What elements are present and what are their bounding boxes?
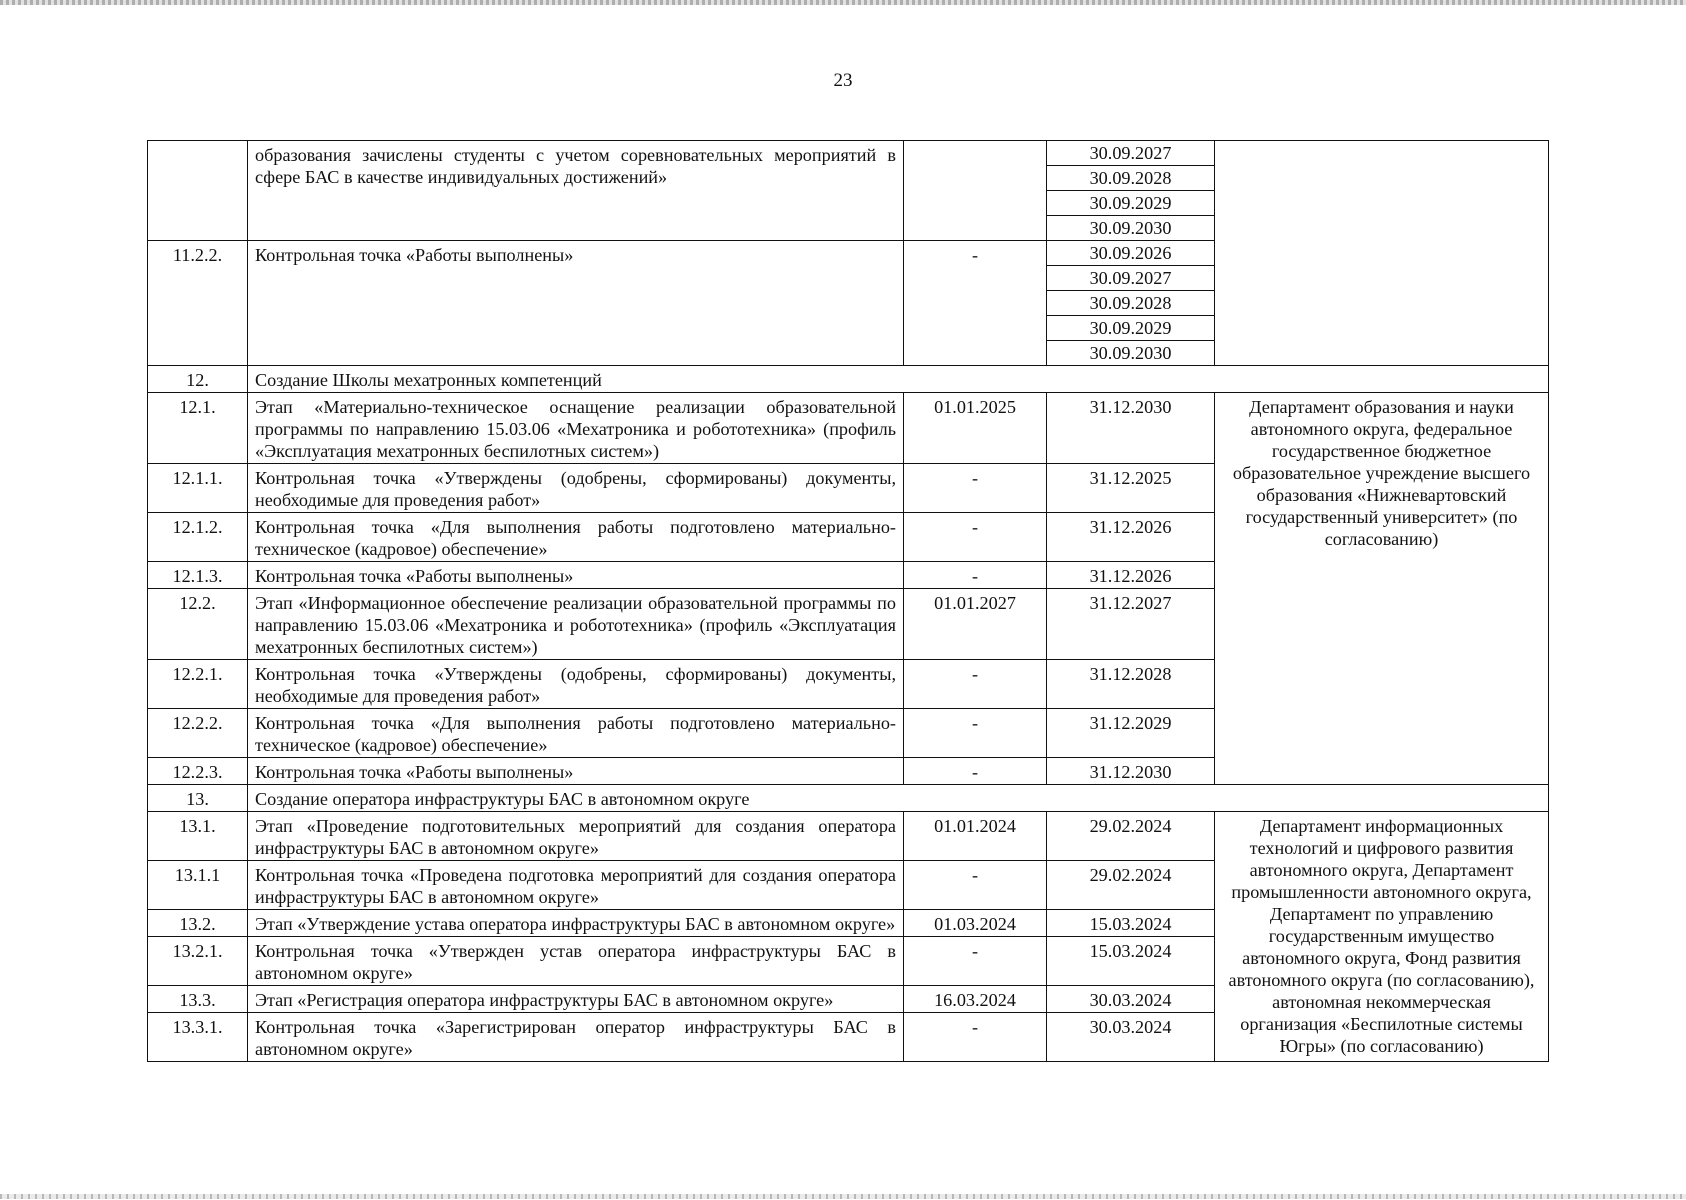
start-date: 01.01.2025 [904, 393, 1047, 464]
section-title: Создание Школы мехатронных компетенций [248, 366, 1549, 393]
row-text: Контрольная точка «Работы выполнены» [248, 758, 904, 785]
end-date: 31.12.2030 [1047, 393, 1215, 464]
date-cell: 30.09.2027 [1047, 266, 1214, 291]
start-date: 16.03.2024 [904, 986, 1047, 1013]
end-date: 29.02.2024 [1047, 812, 1215, 861]
start-date: - [904, 709, 1047, 758]
row-text: Этап «Проведение подготовительных мероприятий для создания оператора инфраструктуры БАС в автономном округе» [248, 812, 904, 861]
end-date: 31.12.2029 [1047, 709, 1215, 758]
section-number: 13. [148, 785, 248, 812]
row-number: 12.2.3. [148, 758, 248, 785]
page-number: 23 [833, 70, 853, 91]
row-text: Контрольная точка «Работы выполнены» [248, 562, 904, 589]
date-cell: 30.09.2029 [1047, 316, 1214, 341]
row-text: Этап «Информационное обеспечение реализации образовательной программы по направлению 15.03.06 «Мехатроника и робототехника» (профиль «Эксплуатация мехатронных беспилотных систем») [248, 589, 904, 660]
end-date: 30.03.2024 [1047, 1013, 1215, 1062]
start-date: 01.01.2027 [904, 589, 1047, 660]
row-text: Этап «Материально-техническое оснащение реализации образовательной программы по направлению 15.03.06 «Мехатроника и робототехника» (профиль «Эксплуатация мехатронных беспилотных систем») [248, 393, 904, 464]
table-row [148, 812, 1549, 861]
row-number: 12.2.2. [148, 709, 248, 758]
responsible-cell [1215, 141, 1549, 366]
start-date: - [904, 1013, 1047, 1062]
start-date: 01.03.2024 [904, 910, 1047, 937]
date-cell: 30.09.2027 [1047, 141, 1214, 166]
table-row [148, 393, 1549, 464]
date-cell: 30.09.2029 [1047, 191, 1214, 216]
table-row [148, 141, 1549, 241]
date-list [1047, 241, 1215, 366]
date-cell: 30.09.2030 [1089, 343, 1172, 363]
row-text: Контрольная точка «Утверждены (одобрены, сформированы) документы, необходимые для проведения работ» [248, 660, 904, 709]
row-text: Контрольная точка «Для выполнения работы подготовлено материально-техническое (кадровое) обеспечение» [248, 513, 904, 562]
row-text: образования зачислены студенты с учетом соревновательных мероприятий в сфере БАС в качестве индивидуальных достижений» [248, 141, 904, 241]
section-number: 12. [148, 366, 248, 393]
row-text: Контрольная точка «Утверждены (одобрены, сформированы) документы, необходимые для проведения работ» [248, 464, 904, 513]
row-number: 12.1.1. [148, 464, 248, 513]
start-date: - [904, 464, 1047, 513]
end-date: 30.03.2024 [1047, 986, 1215, 1013]
start-date: - [904, 513, 1047, 562]
schedule-table [147, 140, 1549, 1062]
row-number: 12.1.3. [148, 562, 248, 589]
row-text: Контрольная точка «Утвержден устав оператора инфраструктуры БАС в автономном округе» [248, 937, 904, 986]
date-list [1047, 141, 1215, 241]
row-text: Этап «Регистрация оператора инфраструктуры БАС в автономном округе» [248, 986, 904, 1013]
end-date: 31.12.2025 [1047, 464, 1215, 513]
date-cell: 30.09.2030 [1089, 218, 1172, 238]
end-date: 29.02.2024 [1047, 861, 1215, 910]
scan-edge-bottom [0, 1194, 1686, 1199]
row-number: 12.2.1. [148, 660, 248, 709]
row-number: 12.1. [148, 393, 248, 464]
row-number: 13.1.1 [148, 861, 248, 910]
start-date: - [904, 861, 1047, 910]
start-date: - [904, 562, 1047, 589]
end-date: 15.03.2024 [1047, 937, 1215, 986]
end-date: 31.12.2026 [1047, 562, 1215, 589]
row-number: 13.3. [148, 986, 248, 1013]
row-number: 12.2. [148, 589, 248, 660]
row-number: 11.2.2. [148, 241, 248, 366]
section-title: Создание оператора инфраструктуры БАС в автономном округе [248, 785, 1549, 812]
end-date: 31.12.2027 [1047, 589, 1215, 660]
row-number: 12.1.2. [148, 513, 248, 562]
date-cell: 30.09.2028 [1047, 291, 1214, 316]
start-date: - [904, 660, 1047, 709]
row-number: 13.2.1. [148, 937, 248, 986]
end-date: 31.12.2028 [1047, 660, 1215, 709]
row-text: Контрольная точка «Работы выполнены» [248, 241, 904, 366]
responsible-cell: Департамент образования и науки автономного округа, федеральное государственное бюджетное образовательное учреждение высшего образования «Нижневартовский государственный университет» (по согласованию) [1215, 393, 1549, 785]
section-header-row [148, 366, 1549, 393]
start-date: - [904, 937, 1047, 986]
row-text: Контрольная точка «Для выполнения работы подготовлено материально-техническое (кадровое) обеспечение» [248, 709, 904, 758]
row-text: Контрольная точка «Зарегистрирован оператор инфраструктуры БАС в автономном округе» [248, 1013, 904, 1062]
start-date: - [904, 758, 1047, 785]
responsible-cell: Департамент информационных технологий и цифрового развития автономного округа, Департамент промышленности автономного округа, Департамент по управлению государственным имущество автономного округа, Фонд развития автономного округа (по согласованию), автономная некоммерческая организация «Беспилотные системы Югры» (по согласованию) [1215, 812, 1549, 1062]
row-text: Контрольная точка «Проведена подготовка мероприятий для создания оператора инфраструктуры БАС в автономном округе» [248, 861, 904, 910]
row-text: Этап «Утверждение устава оператора инфраструктуры БАС в автономном округе» [248, 910, 904, 937]
row-number: 13.3.1. [148, 1013, 248, 1062]
date-cell: 30.09.2028 [1047, 166, 1214, 191]
row-number: 13.1. [148, 812, 248, 861]
date-cell: 30.09.2026 [1047, 241, 1214, 266]
section-header-row [148, 785, 1549, 812]
scan-edge-top [0, 0, 1686, 5]
start-date: 01.01.2024 [904, 812, 1047, 861]
end-date: 15.03.2024 [1047, 910, 1215, 937]
end-date: 31.12.2026 [1047, 513, 1215, 562]
start-date: - [904, 241, 1047, 366]
row-number: 13.2. [148, 910, 248, 937]
end-date: 31.12.2030 [1047, 758, 1215, 785]
